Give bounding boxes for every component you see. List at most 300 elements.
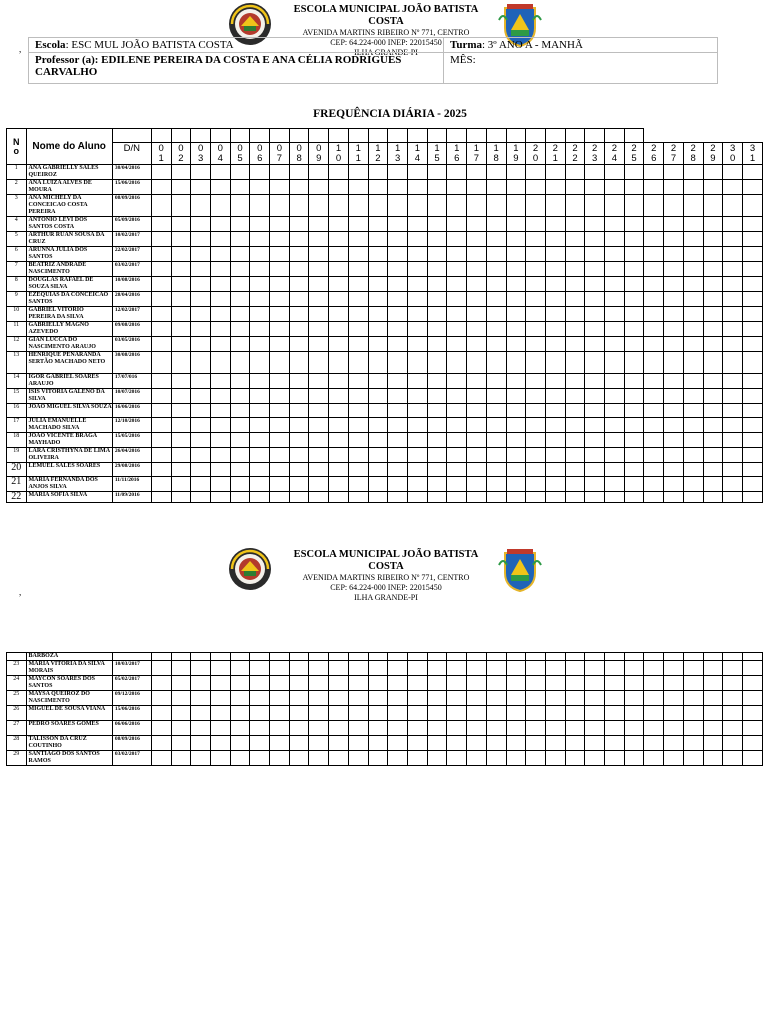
- attendance-cell: [348, 389, 368, 404]
- attendance-cell: [467, 736, 487, 751]
- attendance-cell: [723, 404, 743, 418]
- attendance-cell: [526, 195, 546, 217]
- attendance-cell: [230, 307, 250, 322]
- attendance-cell: [545, 736, 565, 751]
- attendance-cell: [545, 232, 565, 247]
- attendance-cell: [270, 448, 290, 463]
- attendance-cell: [329, 374, 349, 389]
- attendance-cell: [486, 653, 506, 661]
- attendance-cell: [230, 463, 250, 477]
- attendance-cell: [506, 277, 526, 292]
- attendance-cell: [427, 292, 447, 307]
- attendance-cell: [742, 463, 762, 477]
- student-birthdate: 26/04/2016: [112, 448, 151, 463]
- attendance-cell: [742, 721, 762, 736]
- attendance-cell: [585, 337, 605, 352]
- attendance-cell: [742, 337, 762, 352]
- attendance-cell: [191, 277, 211, 292]
- attendance-cell: [624, 477, 644, 492]
- attendance-cell: [545, 374, 565, 389]
- attendance-cell: [545, 404, 565, 418]
- attendance-cell: [427, 492, 447, 503]
- header-blank-cell: [427, 129, 447, 143]
- student-number: 19: [7, 448, 27, 463]
- school-address: AVENIDA MARTINS RIBEIRO Nº 771, CENTRO: [302, 573, 470, 582]
- attendance-cell: [545, 418, 565, 433]
- attendance-cell: [506, 247, 526, 262]
- attendance-cell: [624, 389, 644, 404]
- attendance-cell: [664, 277, 684, 292]
- attendance-cell: [467, 676, 487, 691]
- attendance-cell: [407, 463, 427, 477]
- attendance-cell: [388, 322, 408, 337]
- table-row: [7, 374, 763, 389]
- attendance-cell: [506, 195, 526, 217]
- mes-label: MÊS:: [450, 54, 476, 66]
- attendance-cell: [309, 374, 329, 389]
- attendance-cell: [151, 661, 171, 676]
- attendance-cell: [427, 404, 447, 418]
- attendance-cell: [467, 492, 487, 503]
- attendance-cell: [191, 232, 211, 247]
- attendance-cell: [703, 463, 723, 477]
- attendance-cell: [585, 277, 605, 292]
- student-birthdate: 03/05/2016: [112, 337, 151, 352]
- attendance-cell: [565, 448, 585, 463]
- attendance-cell: [742, 433, 762, 448]
- attendance-cell: [427, 262, 447, 277]
- attendance-cell: [309, 448, 329, 463]
- attendance-cell: [270, 352, 290, 374]
- attendance-cell: [585, 448, 605, 463]
- attendance-cell: [388, 232, 408, 247]
- attendance-cell: [526, 418, 546, 433]
- attendance-cell: [171, 653, 191, 661]
- student-number: 21: [7, 477, 27, 492]
- attendance-cell: [289, 322, 309, 337]
- attendance-cell: [348, 180, 368, 195]
- attendance-cell: [289, 352, 309, 374]
- attendance-cell: [664, 180, 684, 195]
- attendance-cell: [545, 165, 565, 180]
- attendance-cell: [467, 418, 487, 433]
- column-header-day: 0 2: [171, 143, 191, 165]
- attendance-cell: [191, 751, 211, 766]
- attendance-cell: [309, 307, 329, 322]
- table-row: [7, 721, 763, 736]
- student-name: DOUGLAS RAFAEL DE SOUZA SILVA: [26, 277, 112, 292]
- attendance-cell: [191, 736, 211, 751]
- attendance-table-page2: [6, 652, 763, 766]
- attendance-cell: [388, 736, 408, 751]
- attendance-cell: [723, 691, 743, 706]
- attendance-cell: [427, 165, 447, 180]
- attendance-cell: [585, 418, 605, 433]
- student-birthdate: 10/08/2016: [112, 277, 151, 292]
- attendance-cell: [427, 277, 447, 292]
- attendance-cell: [270, 180, 290, 195]
- attendance-cell: [348, 751, 368, 766]
- attendance-cell: [526, 721, 546, 736]
- attendance-cell: [309, 337, 329, 352]
- student-name: TALISSON DA CRUZ COUTINHO: [26, 736, 112, 751]
- attendance-cell: [171, 691, 191, 706]
- student-birthdate: 29/08/2016: [112, 463, 151, 477]
- column-header-day: 1 8: [486, 143, 506, 165]
- attendance-cell: [329, 165, 349, 180]
- attendance-cell: [348, 736, 368, 751]
- attendance-cell: [486, 404, 506, 418]
- table-row: [7, 337, 763, 352]
- attendance-cell: [210, 492, 230, 503]
- attendance-cell: [368, 676, 388, 691]
- student-birthdate: 05/02/2017: [112, 676, 151, 691]
- attendance-cell: [742, 180, 762, 195]
- attendance-cell: [644, 653, 664, 661]
- attendance-cell: [624, 337, 644, 352]
- attendance-cell: [210, 751, 230, 766]
- attendance-cell: [742, 736, 762, 751]
- attendance-cell: [171, 433, 191, 448]
- attendance-cell: [329, 389, 349, 404]
- attendance-cell: [545, 247, 565, 262]
- attendance-cell: [191, 676, 211, 691]
- attendance-cell: [210, 736, 230, 751]
- escola-cell: [29, 38, 444, 53]
- attendance-cell: [309, 165, 329, 180]
- attendance-cell: [644, 706, 664, 721]
- attendance-cell: [427, 448, 447, 463]
- attendance-cell: [329, 277, 349, 292]
- attendance-cell: [624, 374, 644, 389]
- attendance-cell: [506, 661, 526, 676]
- student-number: 17: [7, 418, 27, 433]
- attendance-cell: [565, 232, 585, 247]
- attendance-cell: [270, 307, 290, 322]
- escola-label: Escola: [35, 39, 66, 51]
- attendance-cell: [447, 374, 467, 389]
- attendance-cell: [585, 292, 605, 307]
- attendance-cell: [427, 477, 447, 492]
- attendance-cell: [585, 247, 605, 262]
- attendance-cell: [348, 448, 368, 463]
- attendance-cell: [348, 463, 368, 477]
- attendance-cell: [270, 653, 290, 661]
- attendance-cell: [624, 247, 644, 262]
- turma-label: Turma: [450, 39, 482, 51]
- attendance-cell: [467, 217, 487, 232]
- attendance-cell: [309, 247, 329, 262]
- school-cep: CEP: 64.224-000 INEP: 22015450: [330, 38, 442, 47]
- attendance-cell: [427, 676, 447, 691]
- attendance-cell: [368, 389, 388, 404]
- attendance-cell: [742, 404, 762, 418]
- attendance-cell: [171, 463, 191, 477]
- attendance-cell: [447, 448, 467, 463]
- attendance-cell: [447, 180, 467, 195]
- attendance-cell: [624, 195, 644, 217]
- attendance-cell: [605, 352, 625, 374]
- attendance-cell: [348, 691, 368, 706]
- attendance-cell: [407, 736, 427, 751]
- column-header-day: 2 6: [644, 143, 664, 165]
- attendance-cell: [309, 433, 329, 448]
- attendance-cell: [723, 322, 743, 337]
- attendance-cell: [506, 433, 526, 448]
- column-header-day: 1 7: [467, 143, 487, 165]
- attendance-cell: [427, 232, 447, 247]
- attendance-cell: [210, 292, 230, 307]
- attendance-cell: [703, 217, 723, 232]
- attendance-cell: [270, 404, 290, 418]
- attendance-cell: [250, 165, 270, 180]
- student-birthdate: 09/08/2016: [112, 322, 151, 337]
- attendance-cell: [368, 448, 388, 463]
- attendance-cell: [388, 418, 408, 433]
- table-row: [7, 217, 763, 232]
- attendance-cell: [703, 661, 723, 676]
- student-number: 14: [7, 374, 27, 389]
- attendance-cell: [447, 352, 467, 374]
- attendance-cell: [624, 307, 644, 322]
- attendance-cell: [348, 262, 368, 277]
- attendance-cell: [664, 232, 684, 247]
- attendance-cell: [624, 736, 644, 751]
- attendance-cell: [723, 277, 743, 292]
- attendance-cell: [427, 352, 447, 374]
- attendance-cell: [388, 661, 408, 676]
- attendance-cell: [486, 374, 506, 389]
- attendance-cell: [664, 292, 684, 307]
- attendance-cell: [605, 165, 625, 180]
- header-top-row: [7, 129, 763, 143]
- attendance-cell: [565, 217, 585, 232]
- attendance-cell: [250, 404, 270, 418]
- attendance-cell: [683, 292, 703, 307]
- attendance-cell: [151, 706, 171, 721]
- attendance-cell: [407, 277, 427, 292]
- attendance-cell: [605, 661, 625, 676]
- column-header-day: 0 7: [270, 143, 290, 165]
- attendance-cell: [348, 676, 368, 691]
- attendance-cell: [565, 322, 585, 337]
- student-birthdate: 15/06/2016: [112, 180, 151, 195]
- attendance-cell: [624, 418, 644, 433]
- attendance-cell: [585, 691, 605, 706]
- attendance-cell: [644, 404, 664, 418]
- attendance-cell: [250, 653, 270, 661]
- header-blank-cell: [585, 129, 605, 143]
- attendance-cell: [605, 217, 625, 232]
- attendance-cell: [171, 389, 191, 404]
- attendance-cell: [388, 337, 408, 352]
- attendance-cell: [210, 322, 230, 337]
- attendance-cell: [585, 232, 605, 247]
- column-header-day: 2 3: [585, 143, 605, 165]
- attendance-cell: [742, 195, 762, 217]
- attendance-cell: [407, 706, 427, 721]
- attendance-cell: [703, 653, 723, 661]
- attendance-cell: [368, 262, 388, 277]
- attendance-cell: [368, 736, 388, 751]
- attendance-cell: [565, 463, 585, 477]
- attendance-cell: [664, 247, 684, 262]
- attendance-cell: [506, 653, 526, 661]
- attendance-cell: [683, 180, 703, 195]
- attendance-cell: [270, 322, 290, 337]
- attendance-cell: [565, 691, 585, 706]
- table-row: [7, 262, 763, 277]
- attendance-cell: [506, 477, 526, 492]
- attendance-cell: [506, 262, 526, 277]
- attendance-cell: [270, 232, 290, 247]
- attendance-cell: [368, 337, 388, 352]
- attendance-cell: [565, 706, 585, 721]
- attendance-cell: [526, 292, 546, 307]
- attendance-cell: [270, 676, 290, 691]
- municipal-crest-icon: [497, 547, 543, 593]
- attendance-cell: [585, 195, 605, 217]
- attendance-cell: [151, 322, 171, 337]
- attendance-cell: [447, 676, 467, 691]
- attendance-cell: [703, 247, 723, 262]
- attendance-cell: [624, 404, 644, 418]
- attendance-cell: [644, 448, 664, 463]
- attendance-cell: [506, 448, 526, 463]
- table-row: [7, 661, 763, 676]
- attendance-cell: [605, 180, 625, 195]
- attendance-cell: [388, 448, 408, 463]
- attendance-cell: [368, 418, 388, 433]
- attendance-cell: [191, 463, 211, 477]
- attendance-cell: [250, 448, 270, 463]
- attendance-cell: [151, 262, 171, 277]
- attendance-cell: [388, 165, 408, 180]
- attendance-cell: [407, 247, 427, 262]
- attendance-cell: [289, 433, 309, 448]
- attendance-cell: [210, 721, 230, 736]
- attendance-cell: [467, 374, 487, 389]
- attendance-cell: [506, 337, 526, 352]
- attendance-cell: [723, 477, 743, 492]
- attendance-cell: [270, 217, 290, 232]
- student-name: ANA MICHELY DA CONCEICAO COSTA PEREIRA: [26, 195, 112, 217]
- attendance-cell: [526, 217, 546, 232]
- header-blank-cell: [447, 129, 467, 143]
- attendance-cell: [171, 165, 191, 180]
- attendance-cell: [486, 492, 506, 503]
- attendance-cell: [447, 322, 467, 337]
- attendance-cell: [723, 217, 743, 232]
- student-number: 29: [7, 751, 27, 766]
- attendance-cell: [289, 448, 309, 463]
- attendance-cell: [565, 277, 585, 292]
- attendance-cell: [407, 676, 427, 691]
- attendance-cell: [368, 463, 388, 477]
- header-blank-cell: [683, 129, 703, 143]
- attendance-cell: [427, 706, 447, 721]
- attendance-cell: [210, 352, 230, 374]
- attendance-cell: [289, 492, 309, 503]
- student-number: 23: [7, 661, 27, 676]
- attendance-cell: [427, 374, 447, 389]
- attendance-cell: [624, 180, 644, 195]
- attendance-cell: [506, 676, 526, 691]
- attendance-cell: [545, 477, 565, 492]
- attendance-cell: [565, 492, 585, 503]
- attendance-cell: [545, 661, 565, 676]
- attendance-cell: [664, 374, 684, 389]
- attendance-cell: [329, 477, 349, 492]
- attendance-cell: [329, 307, 349, 322]
- table-row: [7, 277, 763, 292]
- attendance-cell: [565, 418, 585, 433]
- attendance-cell: [506, 736, 526, 751]
- attendance-cell: [210, 217, 230, 232]
- attendance-cell: [230, 691, 250, 706]
- attendance-cell: [309, 706, 329, 721]
- attendance-cell: [368, 195, 388, 217]
- attendance-cell: [742, 691, 762, 706]
- attendance-cell: [467, 232, 487, 247]
- header-blank-cell: [545, 129, 565, 143]
- attendance-cell: [526, 706, 546, 721]
- column-header-day: 0 1: [151, 143, 171, 165]
- attendance-cell: [407, 292, 427, 307]
- attendance-cell: [230, 653, 250, 661]
- attendance-cell: [427, 389, 447, 404]
- student-birthdate: 11/11/2016: [112, 477, 151, 492]
- attendance-cell: [565, 661, 585, 676]
- attendance-cell: [171, 232, 191, 247]
- attendance-cell: [309, 492, 329, 503]
- attendance-cell: [683, 653, 703, 661]
- attendance-cell: [742, 477, 762, 492]
- attendance-cell: [526, 691, 546, 706]
- attendance-cell: [683, 277, 703, 292]
- attendance-cell: [683, 374, 703, 389]
- header-blank-cell: [230, 129, 250, 143]
- column-header-day: 2 9: [703, 143, 723, 165]
- attendance-cell: [545, 180, 565, 195]
- attendance-cell: [585, 706, 605, 721]
- attendance-cell: [407, 262, 427, 277]
- attendance-cell: [407, 322, 427, 337]
- attendance-cell: [230, 751, 250, 766]
- attendance-cell: [467, 180, 487, 195]
- attendance-cell: [407, 337, 427, 352]
- attendance-cell: [388, 389, 408, 404]
- attendance-cell: [407, 307, 427, 322]
- attendance-cell: [526, 262, 546, 277]
- attendance-cell: [723, 661, 743, 676]
- attendance-cell: [151, 448, 171, 463]
- attendance-cell: [624, 322, 644, 337]
- attendance-cell: [664, 433, 684, 448]
- attendance-cell: [348, 195, 368, 217]
- professor-cell: [29, 53, 444, 84]
- attendance-cell: [565, 477, 585, 492]
- student-number: 18: [7, 433, 27, 448]
- attendance-cell: [250, 661, 270, 676]
- attendance-cell: [171, 277, 191, 292]
- attendance-cell: [585, 736, 605, 751]
- attendance-cell: [329, 691, 349, 706]
- student-number: 9: [7, 292, 27, 307]
- attendance-cell: [742, 262, 762, 277]
- attendance-cell: [210, 448, 230, 463]
- student-birthdate: [112, 653, 151, 661]
